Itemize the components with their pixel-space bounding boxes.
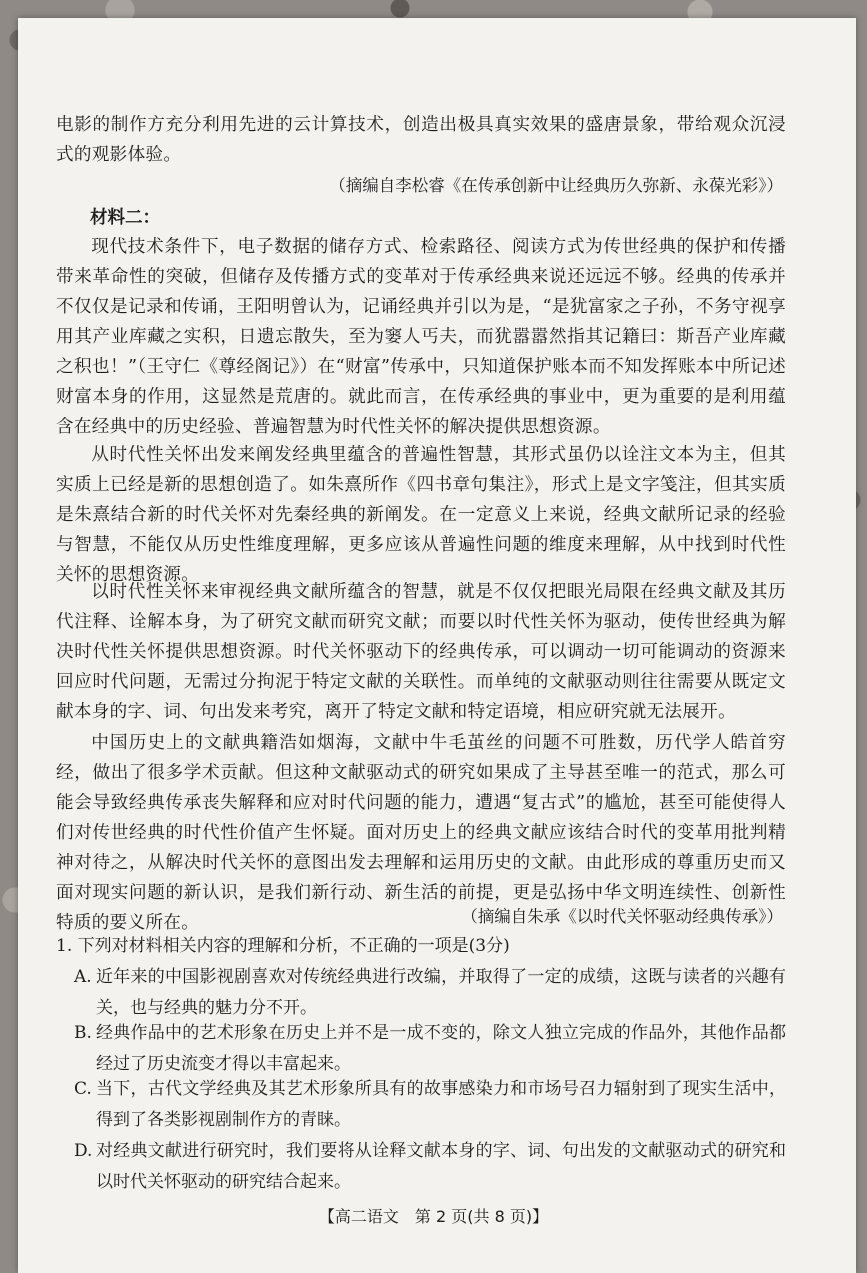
option-letter: B. bbox=[74, 1023, 92, 1043]
option-c[interactable] bbox=[74, 1074, 786, 1136]
material-two-paragraph-1: 现代技术条件下，电子数据的储存方式、检索路径、阅读方式为传世经典的保护和传播带来革命性的突破，但储存及传播方式的变革对于传承经典来说还远远不够。经典的传承并不仅仅是记录和传诵，王阳明曾认为，记诵经典并引以为是，“是犹富家之子孙，不务守视享用其产业库藏之实积，日遗忘散失，至为窭人丐夫，而犹嚣嚣然指其记籍曰：斯吾产业库藏之积也！”（王守仁《尊经阁记》）在“财富”传承中，只知道保护账本而不知发挥账本中所记述财富本身的作用，这显然是荒唐的。就此而言，在传承经典的事业中，更为重要的是利用蕴含在经典中的历史经验、普遍智慧为时代性关怀的解决提供思想资源。 bbox=[56, 237, 786, 437]
option-d[interactable] bbox=[74, 1136, 786, 1198]
material-one-source: （摘编自李松睿《在传承创新中让经典历久弥新、永葆光彩》） bbox=[329, 176, 783, 195]
material-two-paragraph-2: 从时代性关怀出发来阐发经典里蕴含的普遍性智慧，其形式虽仍以诠注文本为主，但其实质上已经是新的思想创造了。如朱熹所作《四书章句集注》，形式上是文字笺注，但其实质是朱熹结合新的时代关怀对先秦经典的新阐发。在一定意义上来说，经典文献所记录的经验与智慧，不能仅从历史性维度理解，更多应该从普遍性问题的维度来理解，从中找到时代性关怀的思想资源。 bbox=[56, 445, 786, 585]
option-a[interactable] bbox=[74, 962, 786, 1024]
option-text: 经典作品中的艺术形象在历史上并不是一成不变的，除文人独立完成的作品外，其他作品都经过了历史流变才得以丰富起来。 bbox=[96, 1023, 786, 1074]
option-letter: C. bbox=[74, 1079, 92, 1099]
question-stem: 1. 下列对材料相关内容的理解和分析，不正确的一项是(3分) bbox=[56, 936, 510, 956]
page-footer: 【高二语文 第 2 页(共 8 页)】 bbox=[318, 1207, 549, 1226]
material-two-paragraph-4: 中国历史上的文献典籍浩如烟海，文献中牛毛茧丝的问题不可胜数，历代学人皓首穷经，做出了很多学术贡献。但这种文献驱动式的研究如果成了主导甚至唯一的范式，那么可能会导致经典传承丧失解释和应对时代问题的能力，遭遇“复古式”的尴尬，甚至可能使得人们对传世经典的时代性价值产生怀疑。面对历史上的经典文献应该结合时代的变革用批判精神对待之，从解决时代关怀的意图出发去理解和运用历史的文献。由此形成的尊重历史而又面对现实问题的新认识，是我们新行动、新生活的前提，更是弘扬中华文明连续性、创新性特质的要义所在。 bbox=[56, 733, 786, 933]
option-text: 当下，古代文学经典及其艺术形象所具有的故事感染力和市场号召力辐射到了现实生活中，得到了各类影视剧制作方的青睐。 bbox=[96, 1079, 786, 1130]
material-two-heading: 材料二： bbox=[90, 208, 160, 228]
option-text: 对经典文献进行研究时，我们要将从诠释文献本身的字、词、句出发的文献驱动式的研究和以时代关怀驱动的研究结合起来。 bbox=[96, 1141, 786, 1192]
option-b[interactable] bbox=[74, 1018, 786, 1080]
option-letter: D. bbox=[74, 1141, 93, 1161]
material-one-tail-paragraph: 电影的制作方充分利用先进的云计算技术，创造出极具真实效果的盛唐景象，带给观众沉浸式的观影体验。 bbox=[56, 115, 786, 165]
material-two-source: （摘编自朱承《以时代关怀驱动经典传承》） bbox=[461, 907, 783, 926]
option-text: 近年来的中国影视剧喜欢对传统经典进行改编，并取得了一定的成绩，这既与读者的兴趣有关，也与经典的魅力分不开。 bbox=[96, 967, 786, 1018]
material-two-paragraph-3: 以时代性关怀来审视经典文献所蕴含的智慧，就是不仅仅把眼光局限在经典文献及其历代注释、诠解本身，为了研究文献而研究文献；而要以时代性关怀为驱动，使传世经典为解决时代性关怀提供思想资源。时代关怀驱动下的经典传承，可以调动一切可能调动的资源来回应时代问题，无需过分拘泥于特定文献的关联性。而单纯的文献驱动则往往需要从既定文献本身的字、词、句出发来考究，离开了特定文献和特定语境，相应研究就无法展开。 bbox=[56, 582, 786, 722]
option-letter: A. bbox=[74, 967, 92, 987]
